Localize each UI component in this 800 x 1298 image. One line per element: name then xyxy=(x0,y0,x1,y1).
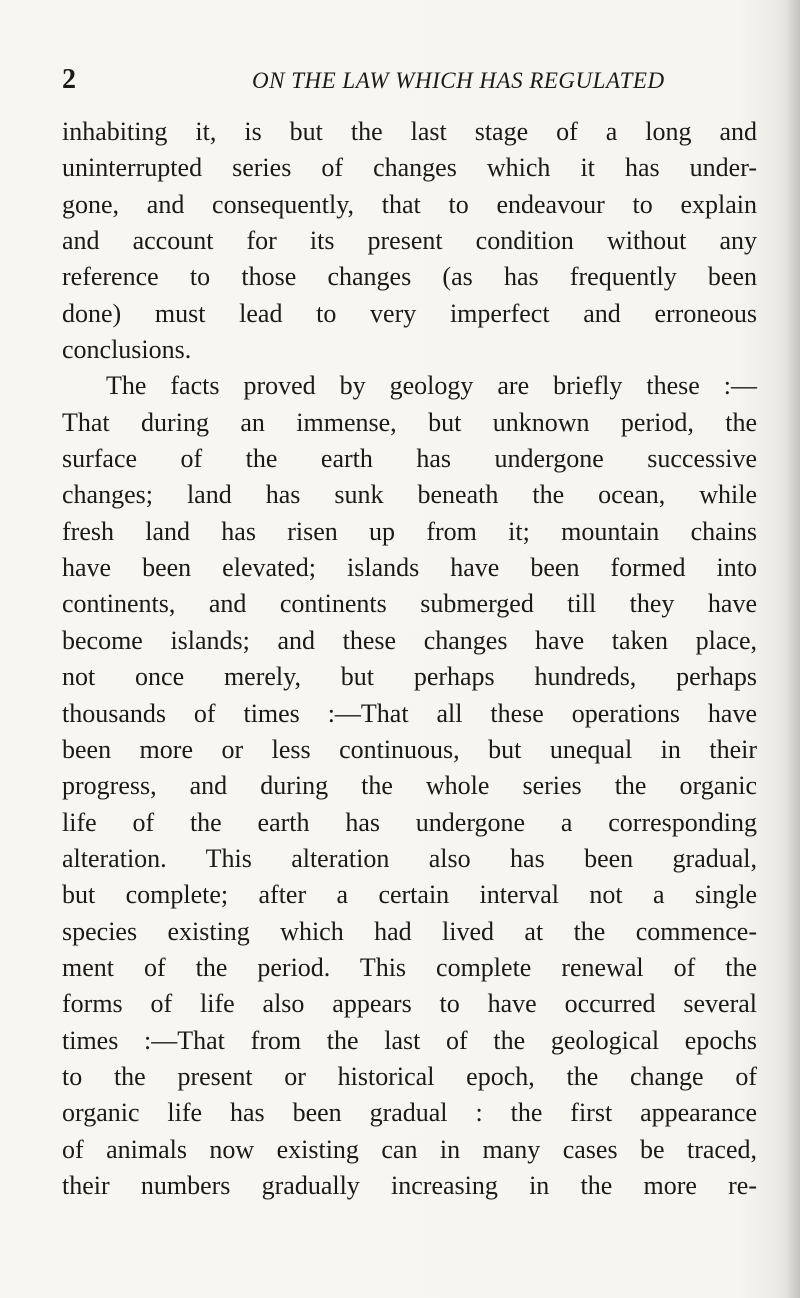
text-line: been more or less continuous, but unequal in their xyxy=(62,734,757,764)
text-line: done) must lead to very imperfect and erroneous xyxy=(62,298,757,328)
text-line: continents, and continents submerged till they have xyxy=(62,589,757,619)
text-line: become islands; and these changes have taken place, xyxy=(62,625,757,655)
text-line: to the present or historical epoch, the change of xyxy=(62,1061,757,1091)
text-line: alteration. This alteration also has been gradual, xyxy=(62,843,757,873)
text-line: not once merely, but perhaps hundreds, perhaps xyxy=(62,662,757,692)
page-number: 2 xyxy=(62,64,76,95)
text-line: reference to those changes (as has frequently been xyxy=(62,262,757,292)
text-line: gone, and consequently, that to endeavour to explain xyxy=(62,189,757,219)
running-head: ON THE LAW WHICH HAS REGULATED xyxy=(252,68,665,93)
text-line: That during an immense, but unknown period, the xyxy=(62,407,757,437)
text-line: organic life has been gradual : the first appearance xyxy=(62,1098,757,1128)
text-line: forms of life also appears to have occurred several xyxy=(62,989,757,1019)
page-header xyxy=(62,60,752,100)
text-line: progress, and during the whole series the organic xyxy=(62,771,757,801)
text-line: have been elevated; islands have been formed into xyxy=(62,553,757,583)
text-line: ment of the period. This complete renewal of the xyxy=(62,952,757,982)
text-line: of animals now existing can in many cases be traced, xyxy=(62,1134,757,1164)
text-line: species existing which had lived at the commence- xyxy=(62,916,757,946)
text-line: conclusions. xyxy=(62,335,192,365)
body-text xyxy=(62,114,757,1204)
page-edge-shadow xyxy=(786,0,800,1298)
text-line: their numbers gradually increasing in the more re- xyxy=(62,1170,757,1200)
text-line: times :—That from the last of the geological epochs xyxy=(62,1025,757,1055)
text-line: uninterrupted series of changes which it has under- xyxy=(62,153,757,183)
text-line: and account for its present condition without any xyxy=(62,226,757,256)
text-line: thousands of times :—That all these operations have xyxy=(62,698,757,728)
text-line: changes; land has sunk beneath the ocean, while xyxy=(62,480,757,510)
text-line: The facts proved by geology are briefly these :— xyxy=(106,371,757,401)
text-line: surface of the earth has undergone successive xyxy=(62,444,757,474)
text-line: life of the earth has undergone a corresponding xyxy=(62,807,757,837)
text-line: fresh land has risen up from it; mountain chains xyxy=(62,516,757,546)
text-line: but complete; after a certain interval not a single xyxy=(62,880,757,910)
text-line: inhabiting it, is but the last stage of a long and xyxy=(62,117,757,146)
